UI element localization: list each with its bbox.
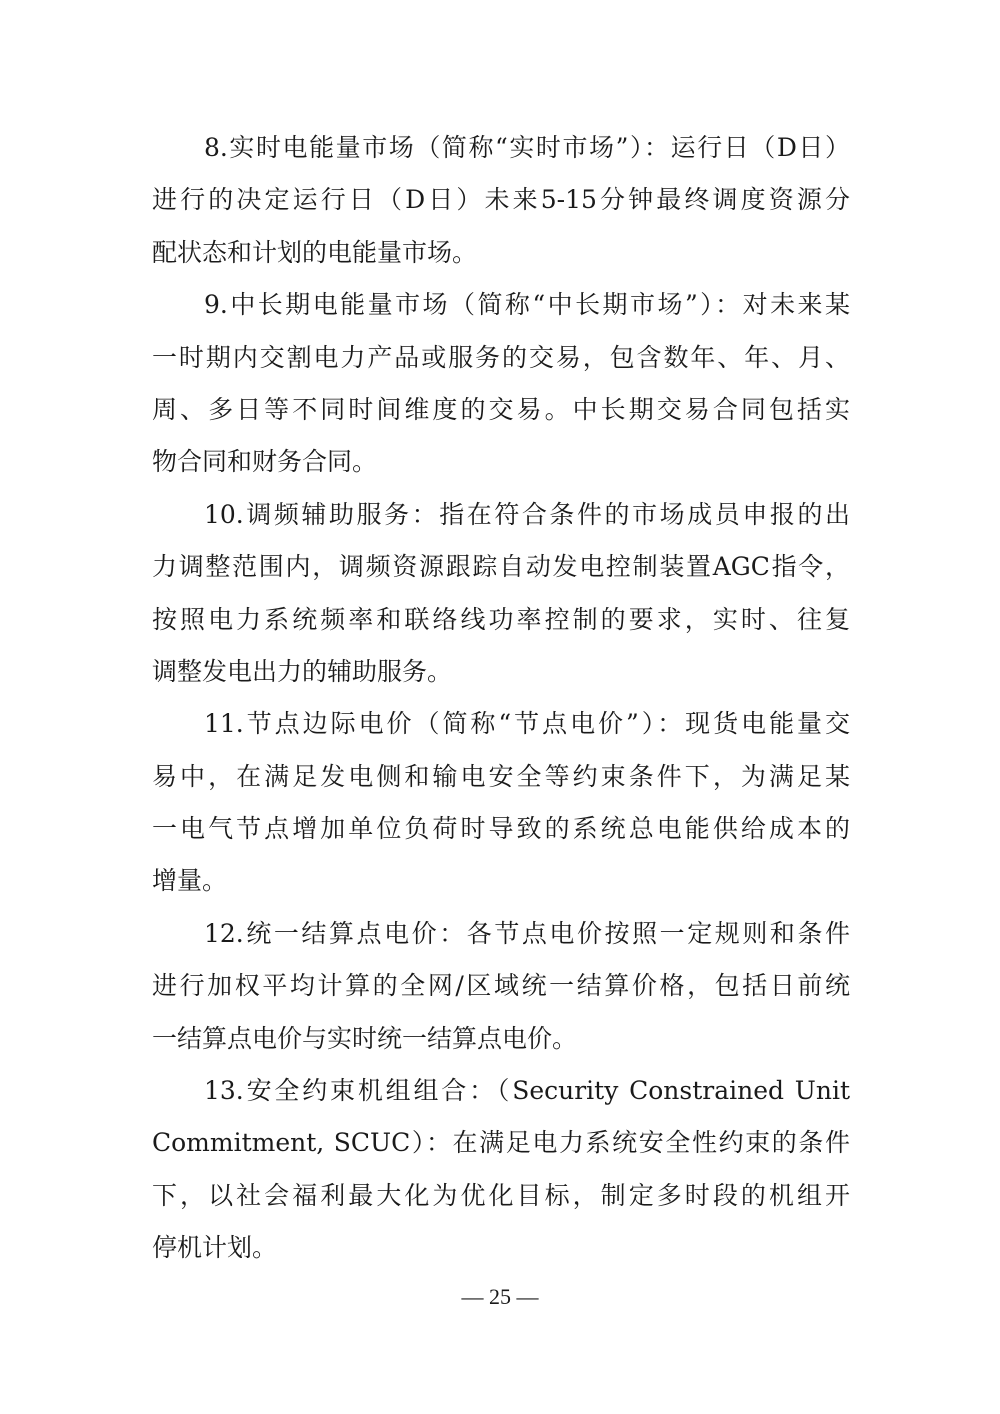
text-line: 下，以社会福利最大化为优化目标，制定多时段的机组开 [152,1180,850,1210]
text-line: 13.安全约束机组组合：（Security Constrained Unit [204,1076,850,1106]
text-line: 10.调频辅助服务：指在符合条件的市场成员申报的出 [204,499,850,529]
text-line: 8.实时电能量市场（简称“实时市场”）：运行日（D日） [204,133,850,162]
text-line: 一时期内交割电力产品或服务的交易，包含数年、年、月、 [152,342,850,372]
document-body [152,122,850,1275]
paragraph [152,908,850,1065]
paragraph [152,122,850,279]
text-line: 进行的决定运行日（D日）未来5-15分钟最终调度资源分 [152,185,850,215]
text-line: 一结算点电价与实时统一结算点电价。 [152,1023,578,1053]
paragraph [152,698,850,908]
paragraph [152,1065,850,1275]
text-line: 易中，在满足发电侧和输电安全等约束条件下，为满足某 [152,761,850,791]
text-line: 配状态和计划的电能量市场。 [152,237,478,267]
text-line: 停机计划。 [152,1233,278,1263]
text-line: 按照电力系统频率和联络线功率控制的要求，实时、往复 [152,604,850,634]
text-line: 周、多日等不同时间维度的交易。中长期交易合同包括实 [152,394,850,424]
page-number: — 25 — [461,1284,539,1309]
paragraph [152,489,850,699]
text-line: 物合同和财务合同。 [152,447,378,477]
text-line: 力调整范围内，调频资源跟踪自动发电控制装置AGC指令， [152,552,850,582]
text-line: 一电气节点增加单位负荷时导致的系统总电能供给成本的 [152,814,850,844]
text-line: 12.统一结算点电价：各节点电价按照一定规则和条件 [204,918,850,948]
text-line: 11.节点边际电价（简称“节点电价”）：现货电能量交 [204,709,850,739]
paragraph [152,279,850,489]
text-line: 调整发电出力的辅助服务。 [152,656,453,686]
text-line: 增量。 [152,866,228,896]
text-line: 进行加权平均计算的全网/区域统一结算价格，包括日前统 [152,971,850,1001]
text-line: 9.中长期电能量市场（简称“中长期市场”）：对未来某 [204,290,850,320]
text-line: Commitment, SCUC）：在满足电力系统安全性约束的条件 [152,1128,850,1158]
